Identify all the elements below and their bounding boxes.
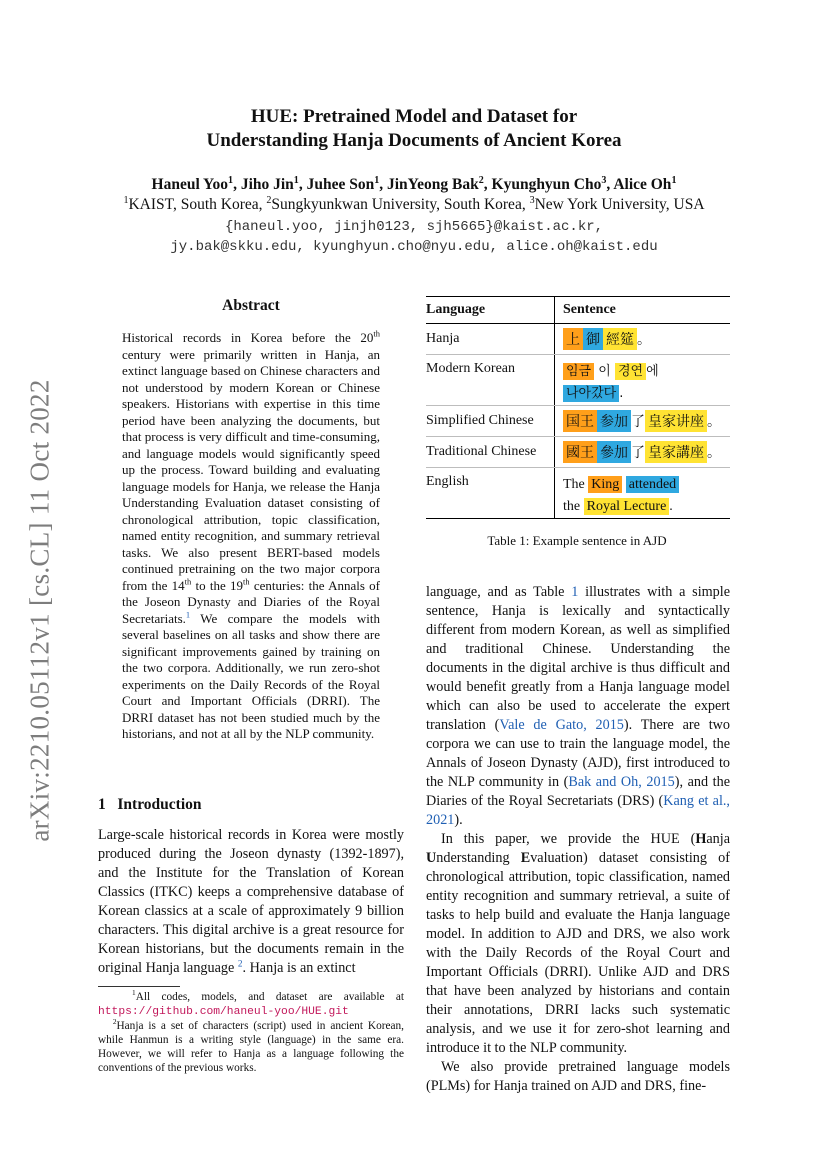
title-line-1: HUE: Pretrained Model and Dataset for (250, 106, 578, 127)
title-line-2: Understanding Hanja Documents of Ancient Korea (206, 130, 622, 151)
table-row-modern-korean: Modern Korean 임금 이 경연 에 나아갔다 . (426, 354, 730, 405)
hl-attend: 나아갔다 (563, 385, 619, 402)
section-heading-introduction: 1 Introduction (98, 796, 202, 813)
author-emails (0, 217, 828, 257)
footnote-ref-2[interactable]: 2 (237, 958, 243, 969)
table-ref-link[interactable]: 1 (571, 584, 579, 600)
paragraph: In this paper, we provide the HUE (Hanja Understanding Evaluation) dataset consisting of chronological attribution, topic classification, named entity recognition and summary retrieval, a suite of tasks to help build and evaluate the Hanja language model. In addition to AJD and DRS, we also work with the Daily Records of the Royal Court and Important Officials (DRRI). Unlike AJD and DRS that have been analyzed by historians and contain their annotations, DRRI lacks such systematic analysis, and we use it for zero-shot learning and introduce it to the NLP community. (426, 831, 730, 1056)
citation-link[interactable]: Bak and Oh, 2015 (568, 774, 675, 790)
hl-king: 国王 (563, 410, 597, 432)
right-column-text (426, 583, 730, 1096)
table-header-row (426, 297, 730, 324)
citation-link[interactable]: Kang et al., 2021 (426, 793, 730, 828)
table-row-simplified-chinese: Simplified Chinese 国王 参加 了 皇家讲座 。 (426, 405, 730, 436)
footnotes (98, 990, 404, 1075)
hl-king: King (588, 476, 622, 493)
affiliations: $^1$KAIST, South Korea, $^2$Sungkyunkwan University, South Korea, $^3$New York University, USA (123, 194, 705, 213)
hl-king: 임금 (563, 363, 594, 380)
github-link[interactable]: https://github.com/haneul-yoo/HUE.git (98, 1006, 349, 1018)
footnote-1: $^1$All codes, models, and dataset are available at https://github.com/haneul-yoo/HUE.git (98, 988, 404, 1018)
table-caption: Table 1: Example sentence in AJD (487, 533, 667, 548)
arxiv-watermark: arXiv:2210.05112v1 [cs.CL] 11 Oct 2022 (24, 378, 55, 842)
hl-lecture: 皇家講座 (645, 441, 707, 463)
hl-lecture: 經筵 (603, 328, 637, 350)
table-row-english: English The King attended the Royal Lecture . (426, 467, 730, 518)
email-line-2: jy.bak@skku.edu, kyunghyun.cho@nyu.edu, alice.oh@kaist.edu (170, 239, 658, 255)
table-row-hanja: Hanja 上 御 經筵 。 (426, 324, 730, 354)
table-row-traditional-chinese: Traditional Chinese 國王 參加 了 皇家講座 。 (426, 436, 730, 467)
hl-lecture: 皇家讲座 (645, 410, 707, 432)
hl-king: 國王 (563, 441, 597, 463)
abstract-heading: Abstract (222, 297, 280, 314)
introduction-text: Large-scale historical records in Korea were mostly produced during the Joseon dynasty (1392-1897), and the Institute for the Translation of Korean Classics (ITKC) keeps a comprehensive database of Korean classics at a scale of approximately 9 billion characters. This digital archive is a great resource for Korean historians, but the documents remain in the original Hanja language $^2$. Hanja is an extinct (98, 827, 404, 976)
footnote-2: $^2$Hanja is a set of characters (script) used in ancient Korean, while Hanmun is a writing style (language) in the same era. However, we will refer to Hanja as a language following the conventions of the previous works. (98, 1017, 404, 1074)
paper-title (0, 105, 828, 153)
footnote-divider (98, 986, 180, 987)
header-language: Language (426, 302, 486, 317)
abstract-text: Historical records in Korea before the 20th century were primarily written in Hanja, an extinct language based on Chinese characters and not understood by modern Korean or Chinese speakers. Historians with expertise in this time period have been analyzing the documents, but that process is very difficult and time-consuming, and language models would significantly speed up the process. Toward building and evaluating language models for Hanja, we release the Hanja Understanding Evaluation dataset consisting of chronological attribution, topic classification, named entity recognition, and summary retrieval tasks. We also present BERT-based models continued pretraining on the two major corpora from the 14th to the 19th centuries: the Annals of the Joseon Dynasty and Diaries of the Royal Secretariats.$^1$ We compare the models with several baselines on all tasks and show there are significant improvements gained by training on the two corpora. Additionally, we run zero-shot experiments on the Daily Records of the Royal Court and Important Officials (DRRI). The DRRI dataset has not been studied much by the historians, and not at all by the NLP community. (122, 328, 381, 741)
email-line-1: {haneul.yoo, jinjh0123, sjh5665}@kaist.ac.kr, (224, 219, 604, 235)
hl-lecture: 경연 (615, 363, 646, 380)
hl-attend: 御 (583, 328, 603, 350)
paragraph: We also provide pretrained language models (PLMs) for Hanja trained on AJD and DRS, fine- (426, 1059, 730, 1094)
footnote-ref-1[interactable]: 1 (185, 609, 191, 620)
hl-attend: 参加 (597, 410, 631, 432)
author-list: Haneul Yoo$^1$, Jiho Jin$^1$, Juhee Son$^1$, JinYeong Bak$^2$, Kyunghyun Cho$^3$, Alice Oh$^1$ (151, 174, 677, 193)
citation-link[interactable]: Vale de Gato, 2015 (499, 717, 624, 733)
example-table (426, 296, 730, 519)
hl-attend: 參加 (597, 441, 631, 463)
hl-attend: attended (626, 476, 679, 493)
hl-king: 上 (563, 328, 583, 350)
paragraph: language, and as Table 1 illustrates with a simple sentence, Hanja is lexically and syntactically different from modern Korean, as well as simplified and traditional Chinese. Understanding the documents in the digital archive is thus difficult and would benefit greatly from a Hanja language model which can also be used to accelerate the expert translation (Vale de Gato, 2015). There are two corpora we can use to train the language model, the Annals of Joseon Dynasty (AJD), first introduced to the NLP community in (Bak and Oh, 2015), and the Diaries of the Royal Secretariats (DRS) (Kang et al., 2021). (426, 584, 731, 828)
hl-lecture: Royal Lecture (584, 498, 670, 515)
header-sentence: Sentence (554, 297, 730, 323)
